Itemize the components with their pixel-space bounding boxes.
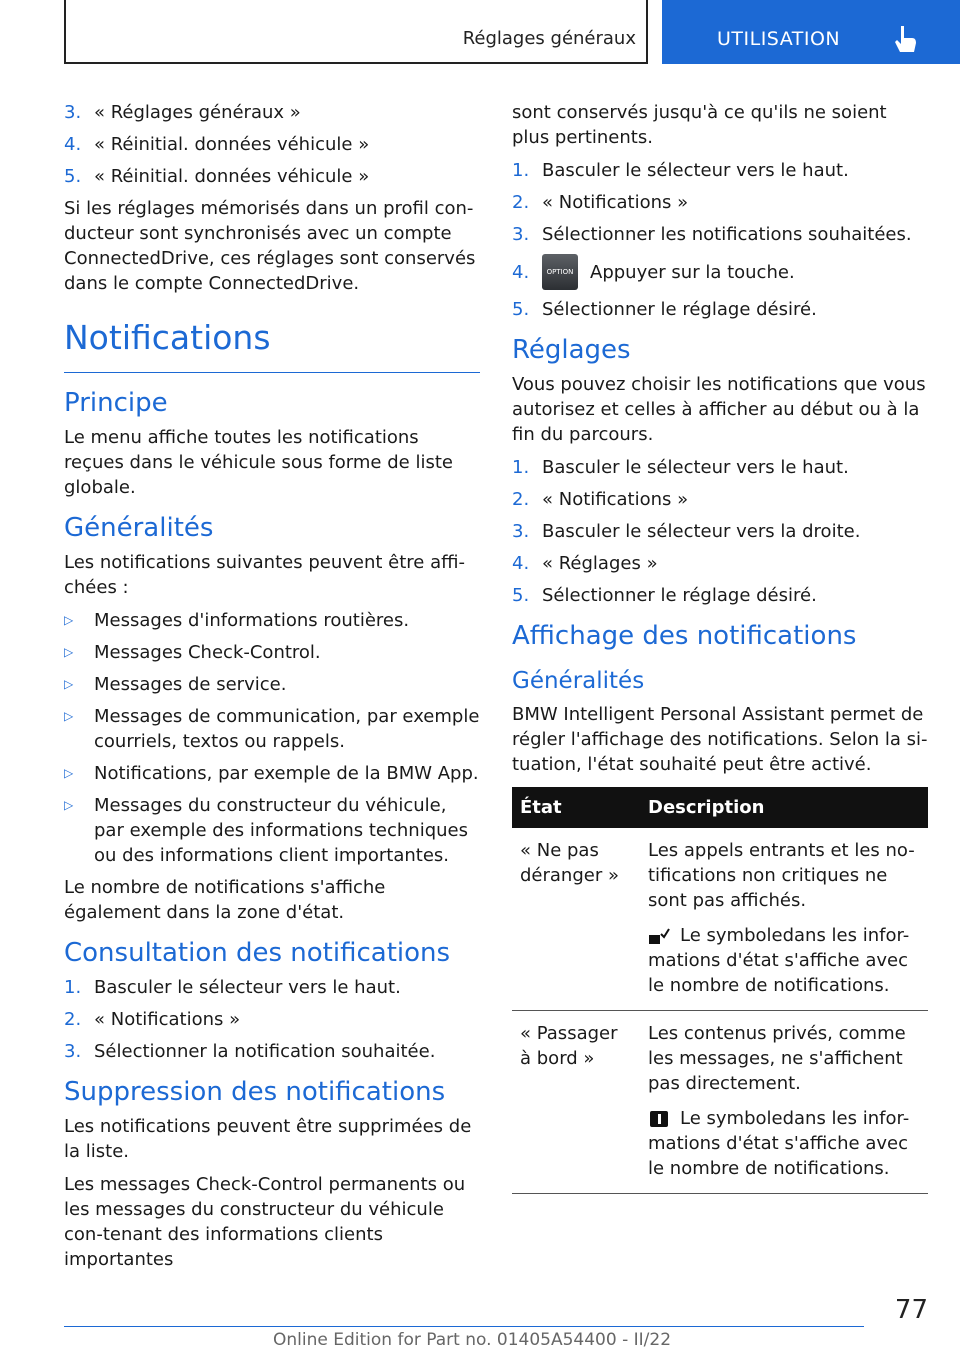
table-cell-state: « Passager à bord »: [512, 1011, 640, 1194]
continued-paragraph: sont conservés jusqu'à ce qu'ils ne soient plus pertinents.: [512, 102, 887, 148]
bullet-item: ▷ Messages de communication, par exemple courriels, textos ou rappels.: [64, 706, 480, 752]
principe-paragraph: Le menu affiche toutes les notifications reçues dans le véhicule sous forme de liste globale.: [64, 427, 453, 498]
bullet-item: ▷ Messages de service.: [64, 674, 287, 695]
footer-divider: [64, 1326, 864, 1327]
table-row: [512, 1011, 928, 1194]
header-section-title: Réglages généraux: [462, 28, 636, 49]
list-item: 5. Sélectionner le réglage désiré.: [512, 299, 817, 320]
bullet-item: ▷ Messages du constructeur du véhicule, par exemple des informations techniques ou des informations client importantes.: [64, 795, 468, 866]
suppression-paragraph-2: Les messages Check-Control permanents ou les messages du constructeur du véhicule con-tenant des informations clients importantes: [64, 1174, 466, 1270]
list-item: 1. Basculer le sélecteur vers le haut.: [64, 977, 401, 998]
affichage-heading: Affichage des notifications: [512, 621, 857, 651]
notification-state-table: [512, 787, 928, 1194]
list-item: 2. « Notifications »: [512, 192, 689, 213]
list-item: 4. OPTION Appuyer sur la touche.: [512, 254, 928, 290]
list-item: 1. Basculer le sélecteur vers le haut.: [512, 457, 849, 478]
hand-pointer-icon: [892, 24, 918, 54]
after-bullets-paragraph: Le nombre de notifications s'affiche également dans la zone d'état.: [64, 877, 386, 923]
passenger-on-board-icon: [648, 1110, 670, 1128]
list-item: 3. Sélectionner les notifications souhaitées.: [512, 224, 912, 245]
footer-edition: Online Edition for Part no. 01405A54400 - II/22: [273, 1330, 672, 1350]
bullet-item: ▷ Messages Check-Control.: [64, 642, 321, 663]
list-item: 3. Sélectionner la notification souhaitée.: [64, 1041, 436, 1062]
table-cell-description: Les contenus privés, comme les messages, ne s'affichent pas directement. Le symboledans les infor-mations d'état s'affiche avec le nombre de notifications.: [640, 1011, 928, 1194]
suppression-heading: Suppression des notifications: [64, 1077, 446, 1107]
list-item: 4. « Réinitial. données véhicule »: [64, 134, 370, 155]
header-chapter-title: UTILISATION: [717, 28, 841, 50]
generalites-heading: Généralités: [64, 513, 214, 543]
list-item: 1. Basculer le sélecteur vers le haut.: [512, 160, 849, 181]
table-cell-state: « Ne pas déranger »: [512, 828, 640, 1011]
table-cell-description: Les appels entrants et les no-tifications non critiques ne sont pas affichés. Le symboledans les infor-mations d'état s'affiche avec le nombre de notifications.: [640, 828, 928, 1011]
reglages-paragraph: Vous pouvez choisir les notifications que vous autorisez et celles à afficher au début ou à la fin du parcours.: [512, 374, 926, 445]
generalites-paragraph-2: BMW Intelligent Personal Assistant permet de régler l'affichage des notifications. Selon la si-tuation, l'état souhaité peut être activé.: [512, 704, 928, 775]
right-column: [512, 100, 928, 1194]
left-column: [64, 100, 480, 1280]
suppression-paragraph-1: Les notifications peuvent être supprimées de la liste.: [64, 1116, 472, 1162]
table-header-state: État: [512, 787, 640, 828]
list-item: 3. « Réglages généraux »: [64, 102, 301, 123]
generalites-paragraph: Les notifications suivantes peuvent être affi-chées :: [64, 552, 466, 598]
header-chapter-tab: [662, 0, 960, 64]
list-item: 5. Sélectionner le réglage désiré.: [512, 585, 817, 606]
option-button-icon: OPTION: [542, 254, 578, 290]
generalites-subheading: Généralités: [512, 668, 645, 694]
section-divider: [64, 372, 480, 373]
table-header-row: [512, 787, 928, 828]
intro-paragraph: Si les réglages mémorisés dans un profil con-ducteur sont synchronisés avec un compte ConnectedDrive, ces réglages sont conservés dans le compte ConnectedDrive.: [64, 198, 476, 294]
list-item: 2. « Notifications »: [512, 489, 689, 510]
list-item: 4. « Réglages »: [512, 553, 658, 574]
table-header-description: Description: [640, 787, 928, 828]
list-item: 5. « Réinitial. données véhicule »: [64, 166, 370, 187]
bullet-item: ▷ Messages d'informations routières.: [64, 610, 410, 631]
list-item: 3. Basculer le sélecteur vers la droite.: [512, 521, 861, 542]
do-not-disturb-icon: [648, 927, 670, 945]
reglages-heading: Réglages: [512, 335, 631, 365]
bullet-item: ▷ Notifications, par exemple de la BMW App.: [64, 763, 479, 784]
section-title: Notifications: [64, 318, 271, 357]
table-row: [512, 828, 928, 1011]
principe-heading: Principe: [64, 388, 168, 418]
list-item: 2. « Notifications »: [64, 1009, 241, 1030]
consultation-heading: Consultation des notifications: [64, 938, 451, 968]
page-number: 77: [894, 1295, 928, 1325]
